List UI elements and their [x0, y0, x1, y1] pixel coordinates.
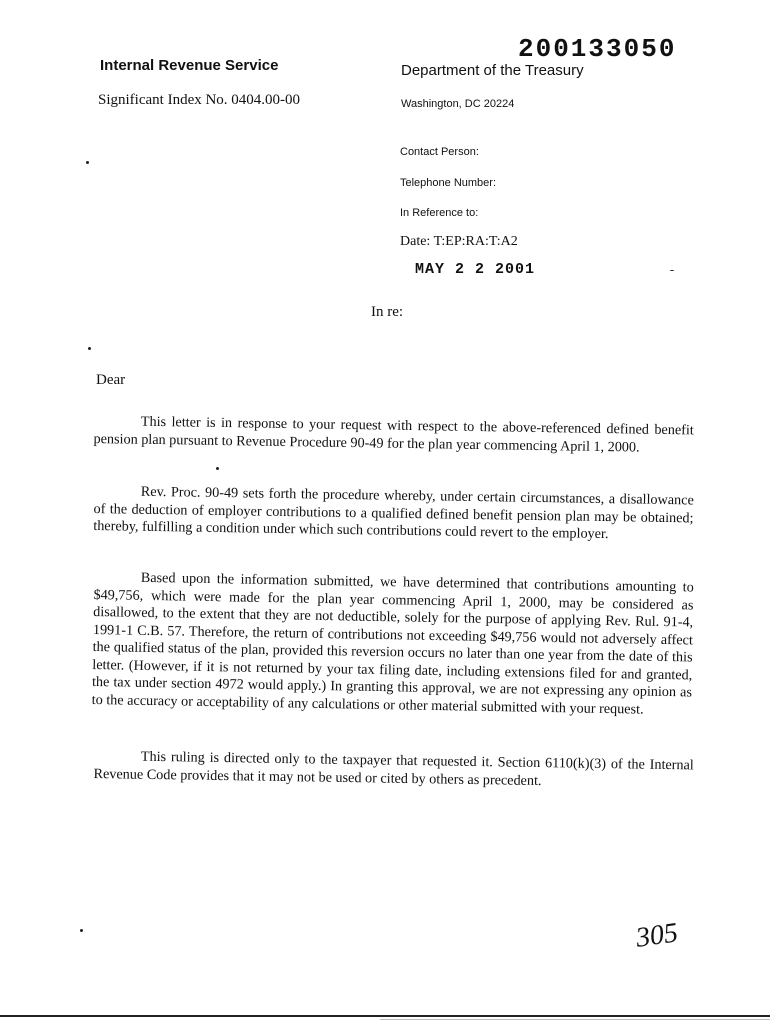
salutation: Dear — [96, 372, 126, 388]
reference-code: Date: T:EP:RA:T:A2 — [400, 234, 518, 249]
contact-person-label: Contact Person: — [400, 146, 479, 158]
date-stamp: MAY 2 2 2001 — [415, 261, 536, 278]
in-reference-to-label: In Reference to: — [400, 207, 479, 219]
document-number: 200133050 — [518, 34, 677, 64]
scan-speck — [216, 467, 219, 470]
city-address: Washington, DC 20224 — [401, 98, 515, 110]
significant-index: Significant Index No. 0404.00-00 — [98, 92, 301, 108]
body-paragraph-2: Rev. Proc. 90-49 sets forth the procedure whereby, under certain circumstances, a disallowance of the deduction of employer contributions to a qualified defined benefit pension plan may be obtained; thereby, fulfilling a condition under which such contributions could revert to the employer. — [93, 483, 694, 543]
department-name: Department of the Treasury — [401, 62, 584, 79]
body-paragraph-3: Based upon the information submitted, we have determined that contributions amounting to $49,756, which were made for the plan year commencing April 1, 2000, may be considered as disallowed, to the extent that they are not deductible, solely for the purpose of applying Rev. Rul. 91-4, 1991-1 C.B. 57. Therefore, the return of contributions not exceeding $49,756 would not adversely affect the qualified status of the plan, provided this reversion occurs no later than one year from the date of this letter. (However, if it is not returned by your tax filing date, including extensions filed for and granted, the tax under section 4972 would apply.) In granting this approval, we are not expressing any opinion as to the accuracy or acceptability of any calculations or other material submitted with your request. — [91, 569, 694, 718]
scan-edge-line — [0, 1015, 770, 1017]
scan-speck — [86, 161, 89, 164]
scan-speck — [88, 347, 91, 350]
body-paragraph-4: This ruling is directed only to the taxpayer that requested it. Section 6110(k)(3) of the Internal Revenue Code provides that it may not be used or cited by others as precedent. — [93, 748, 694, 789]
in-re-label: In re: — [371, 304, 404, 320]
scan-edge-line-faint — [380, 1019, 770, 1020]
scan-speck — [670, 270, 674, 271]
body-paragraph-1: This letter is in response to your request with respect to the above-referenced defined benefit pension plan pursuant to Revenue Procedure 90-49 for the plan year commencing April 1, 2000. — [93, 413, 694, 456]
telephone-number-label: Telephone Number: — [400, 177, 497, 189]
agency-name: Internal Revenue Service — [100, 57, 279, 74]
handwritten-page-mark: 305 — [633, 917, 680, 954]
scan-speck — [80, 929, 83, 932]
